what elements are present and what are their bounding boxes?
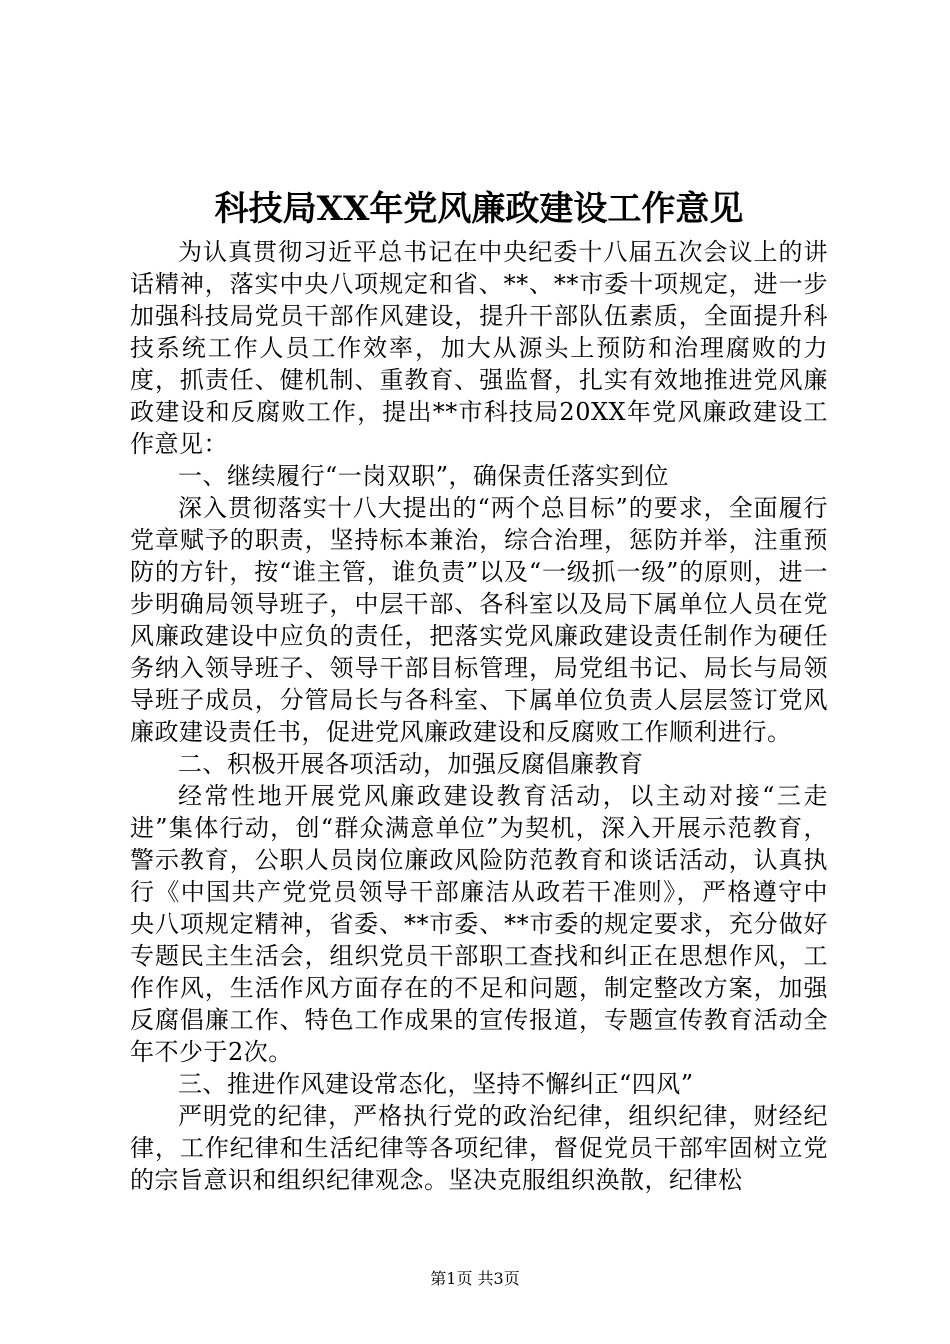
section-heading-2: 二、积极开展各项活动，加强反腐倡廉教育 xyxy=(178,750,644,778)
document-title: 科技局XX年党风廉政建设工作意见 xyxy=(214,189,744,229)
intro-paragraph: 为认真贯彻习近平总书记在中央纪委十八届五次会议上的讲话精神，落实中央八项规定和省、**、**市委十项规定，进一步加强科技局党员干部作风建设，提升干部队伍素质，全面提升科技系统工作人员工作效率，加大从源头上预防和治理腐败的力度，抓责任、健机制、重教育、强监督，扎实有效地推进党风廉政建设和反腐败工作，提出**市科技局20XX年党风廉政建设工作意见： xyxy=(130,238,828,458)
page-footer: 第1页 共3页 xyxy=(430,1269,520,1288)
section-3-paragraph: 严明党的纪律，严格执行党的政治纪律，组织纪律，财经纪律，工作纪律和生活纪律等各项纪律，督促党员干部牢固树立党的宗旨意识和组织纪律观念。坚决克服组织涣散，纪律松 xyxy=(130,1102,828,1194)
section-heading-1: 一、继续履行“一岗双职”，确保责任落实到位 xyxy=(178,462,670,490)
section-2-paragraph: 经常性地开展党风廉政建设教育活动，以主动对接“三走进”集体行动，创“群众满意单位”为契机，深入开展示范教育，警示教育，公职人员岗位廉政风险防范教育和谈话活动，认真执行《中国共产党党员领导干部廉洁从政若干准则》，严格遵守中央八项规定精神，省委、**市委、**市委的规定要求，充分做好专题民主生活会，组织党员干部职工查找和纠正在思想作风，工作作风，生活作风方面存在的不足和问题，制定整改方案，加强反腐倡廉工作、特色工作成果的宣传报道，专题宣传教育活动全年不少于2次。 xyxy=(130,782,828,1066)
section-1-paragraph: 深入贯彻落实十八大提出的“两个总目标”的要求，全面履行党章赋予的职责，坚持标本兼治，综合治理，惩防并举，注重预防的方针，按“谁主管，谁负责”以及“一级抓一级”的原则，进一步明确局领导班子，中层干部、各科室以及局下属单位人员在党风廉政建设中应负的责任，把落实党风廉政建设责任制作为硬任务纳入领导班子、领导干部目标管理，局党组书记、局长与局领导班子成员，分管局长与各科室、下属单位负责人层层签订党风廉政建设责任书，促进党风廉政建设和反腐败工作顺利进行。 xyxy=(130,494,828,746)
section-heading-3: 三、推进作风建设常态化，坚持不懈纠正“四风” xyxy=(178,1070,694,1098)
document-body xyxy=(130,236,828,1196)
